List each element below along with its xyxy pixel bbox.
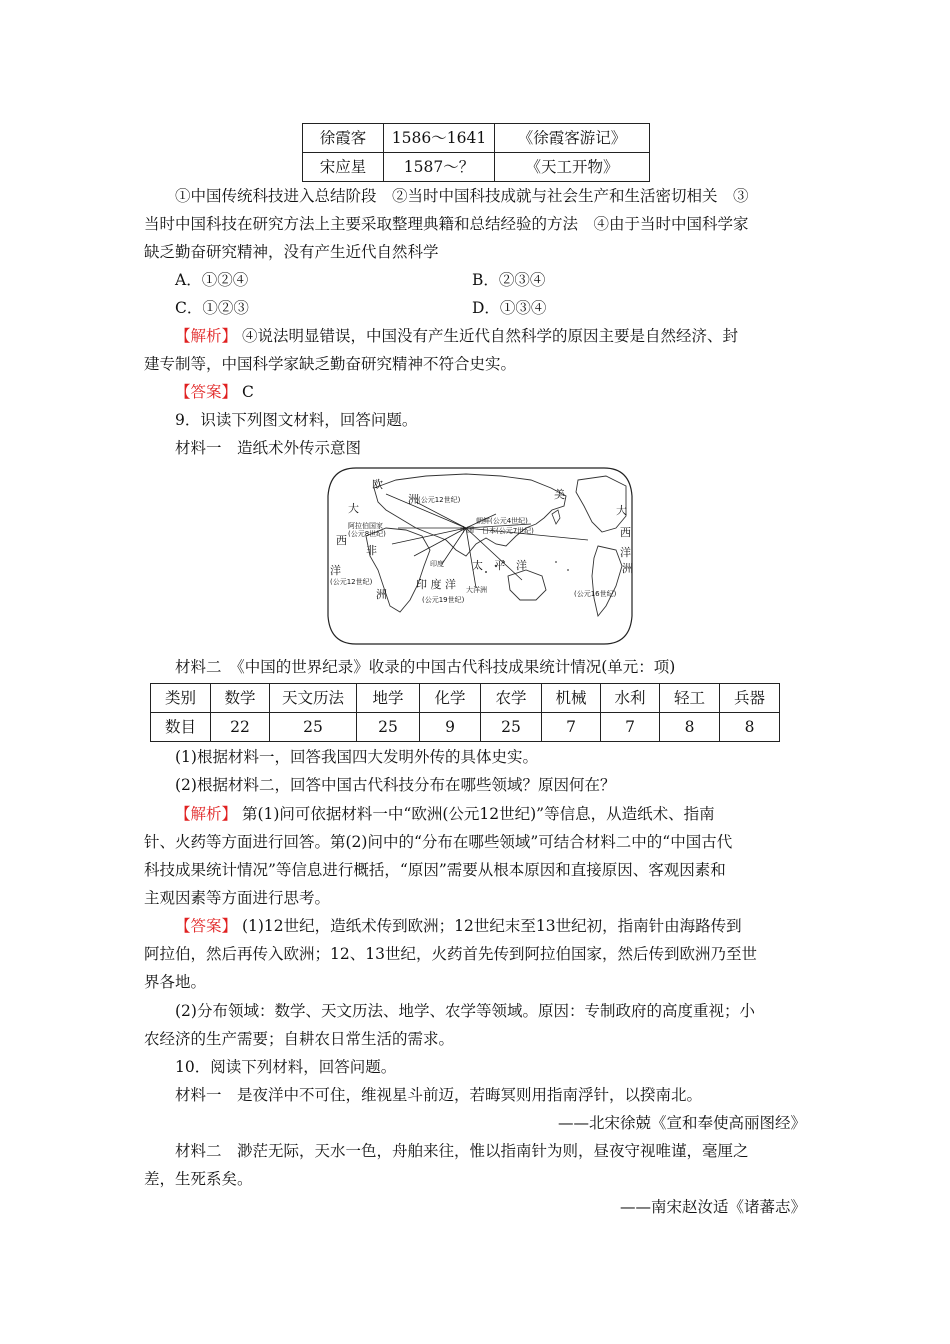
q9-stem: 9．识读下列图文材料，回答问题。	[175, 411, 418, 429]
label-oceania-note: (公元19世纪)	[422, 596, 465, 604]
answer-text: (1)12世纪，造纸术传到欧洲；12世纪末至13世纪初，指南针由海路传到	[241, 917, 742, 935]
label-atlantic: 洋	[330, 564, 341, 577]
label-oceania: 大洋洲	[466, 586, 487, 594]
table-cell: 25	[481, 713, 542, 742]
table-cell: 地学	[357, 684, 420, 713]
q9-analysis	[175, 803, 715, 825]
analysis-tag: 【解析】	[175, 805, 238, 823]
analysis-text: 主观因素等方面进行思考。	[144, 889, 331, 907]
analysis-text: 科技成果统计情况”等信息进行概括，“原因”需要从根本原因和直接原因、客观因素和	[144, 861, 726, 879]
table-cell: 25	[357, 713, 420, 742]
label-america: 美	[554, 488, 565, 501]
option-b: B．②③④	[472, 271, 546, 289]
label-pacific-east: 西	[620, 526, 631, 539]
label-africa: 洲	[376, 588, 387, 601]
q8-analysis	[175, 325, 738, 347]
table-row	[151, 713, 780, 742]
table-cell: 22	[211, 713, 270, 742]
q9-sub1: (1)根据材料一，回答我国四大发明外传的具体史实。	[175, 748, 538, 766]
analysis-text: ④说法明显错误，中国没有产生近代自然科学的原因主要是自然经济、封	[241, 327, 738, 345]
table-row	[303, 124, 650, 153]
q8-statement: ①中国传统科技进入总结阶段 ②当时中国科技成就与社会生产和生活密切相关 ③	[175, 187, 749, 205]
label-indian-ocean: 印 度 洋	[416, 578, 456, 591]
q8-statement: 当时中国科技在研究方法上主要采取整理典籍和总结经验的方法 ④由于当时中国科学家	[144, 215, 749, 233]
table-cell: 8	[720, 713, 780, 742]
q10-material1: 材料一 是夜洋中不可住，维视星斗前迈，若晦冥则用指南浮针，以揆南北。	[175, 1086, 703, 1104]
label-europe: 洲	[408, 493, 419, 506]
label-africa: 非	[366, 544, 377, 557]
table-cell: 1586～1641	[384, 124, 495, 153]
table-cell: 《天工开物》	[495, 153, 650, 182]
table-cell: 化学	[420, 684, 481, 713]
answer-text: 界各地。	[144, 973, 207, 991]
answer-tag: 【答案】	[175, 383, 238, 401]
table-cell: 水利	[601, 684, 660, 713]
answer-text: C	[241, 383, 254, 401]
q8-answer	[175, 381, 254, 403]
label-atlantic: 大	[348, 502, 359, 515]
stats-table	[150, 683, 780, 742]
table-cell: 机械	[542, 684, 601, 713]
table-cell: 7	[601, 713, 660, 742]
analysis-tag: 【解析】	[175, 327, 238, 345]
label-atlantic: 西	[336, 534, 347, 547]
table-cell: 农学	[481, 684, 542, 713]
label-europe: 欧	[372, 478, 383, 491]
analysis-text: 建专制等，中国科学家缺乏勤奋研究精神不符合史实。	[144, 355, 517, 373]
label-arab: 阿拉伯国家	[348, 522, 383, 530]
answer-text: (2)分布领域：数学、天文历法、地学、农学等领域。原因：专制政府的高度重视；小	[175, 1002, 755, 1020]
q10-stem: 10．阅读下列材料，回答问题。	[175, 1058, 397, 1076]
label-pacific: 太 平 洋	[472, 559, 527, 572]
option-c: C．①②③	[175, 299, 249, 317]
label-japan: 日本(公元7世纪)	[482, 527, 534, 535]
q9-answer	[175, 915, 742, 937]
label-china: 中国	[460, 526, 474, 534]
table-cell: 25	[270, 713, 357, 742]
paper-spread-map	[326, 466, 634, 646]
table-cell: 1587～？	[384, 153, 495, 182]
q9-material1: 材料一 造纸术外传示意图	[175, 439, 362, 457]
label-africa-note: (公元12世纪)	[330, 578, 373, 586]
table-cell: 数学	[211, 684, 270, 713]
table-cell: 9	[420, 713, 481, 742]
q9-material2: 材料二 《中国的世界纪录》收录的中国古代科技成果统计情况(单元：项)	[175, 658, 676, 676]
q10-material2: 差，生死系矣。	[144, 1170, 253, 1188]
table-cell: 8	[660, 713, 720, 742]
label-america-note: (公元16世纪)	[574, 590, 617, 598]
q10-source2: ——南宋赵汝适《诸蕃志》	[619, 1198, 806, 1216]
q10-source1: ——北宋徐兢《宣和奉使高丽图经》	[557, 1114, 806, 1132]
table-cell: 轻工	[660, 684, 720, 713]
label-pacific-east: 洋	[620, 546, 631, 559]
option-d: D．①③④	[472, 299, 547, 317]
q9-sub2: (2)根据材料二，回答中国古代科技分布在哪些领域？原因何在？	[175, 776, 616, 794]
q10-material2: 材料二 渺茫无际，天水一色，舟舶来往，惟以指南针为则，昼夜守视唯谨，毫厘之	[175, 1142, 749, 1160]
table-row	[303, 153, 650, 182]
table-cell: 天文历法	[270, 684, 357, 713]
table-cell: 7	[542, 713, 601, 742]
author-table	[302, 123, 650, 182]
answer-tag: 【答案】	[175, 917, 238, 935]
label-india: 印度	[430, 560, 444, 568]
label-pacific-east: 大	[616, 504, 627, 517]
option-a: A．①②④	[175, 271, 249, 289]
label-america: 洲	[622, 562, 633, 575]
analysis-text: 针、火药等方面进行回答。第(2)问中的“分布在哪些领域”可结合材料二中的“中国古代	[144, 833, 733, 851]
table-cell: 《徐霞客游记》	[495, 124, 650, 153]
answer-text: 阿拉伯，然后再传入欧洲；12、13世纪，火药首先传到阿拉伯国家，然后传到欧洲乃至世	[144, 945, 757, 963]
label-europe-note: (公元12世纪)	[418, 496, 461, 504]
answer-text: 农经济的生产需要；自耕农日常生活的需求。	[144, 1030, 455, 1048]
table-cell: 宋应星	[303, 153, 384, 182]
label-korea: 朝鲜(公元4世纪)	[476, 517, 528, 525]
table-cell: 类别	[151, 684, 211, 713]
analysis-text: 第(1)问可依据材料一中“欧洲(公元12世纪)”等信息，从造纸术、指南	[241, 805, 715, 823]
label-arab-note: (公元8世纪)	[348, 530, 386, 538]
table-cell: 兵器	[720, 684, 780, 713]
q8-statement: 缺乏勤奋研究精神，没有产生近代自然科学	[144, 243, 439, 261]
table-cell: 徐霞客	[303, 124, 384, 153]
table-row	[151, 684, 780, 713]
table-cell: 数目	[151, 713, 211, 742]
